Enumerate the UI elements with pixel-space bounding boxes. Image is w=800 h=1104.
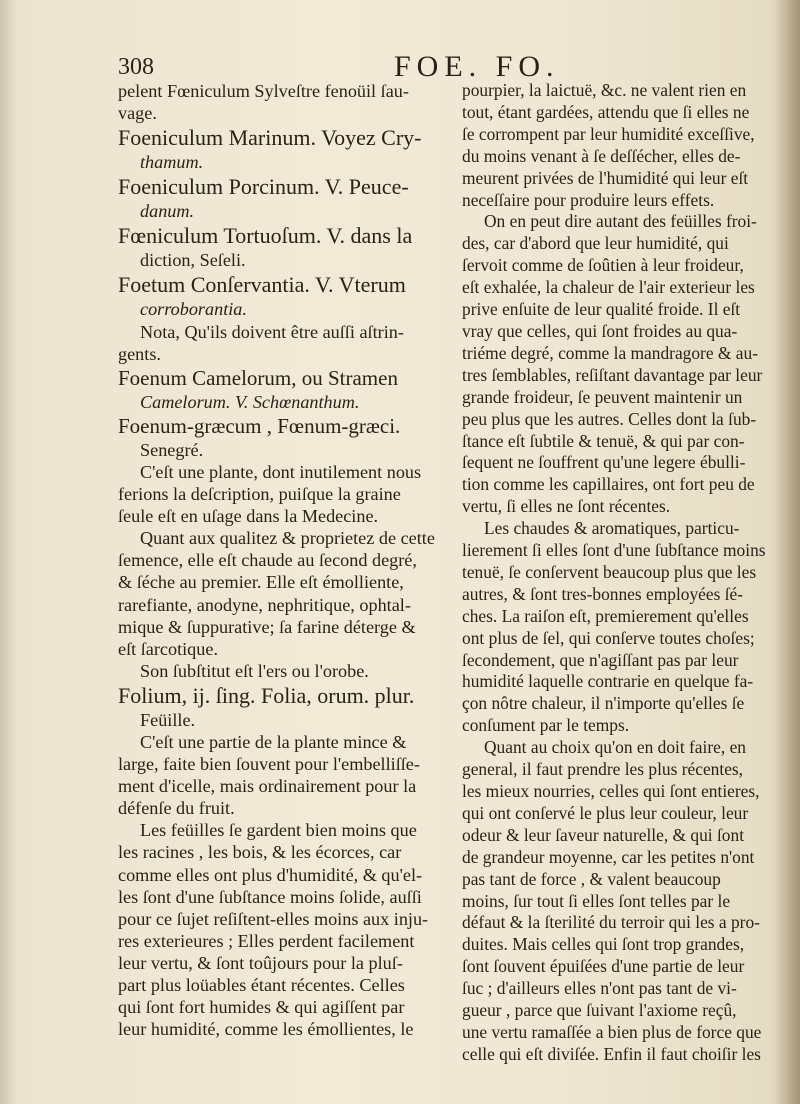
text-line: eſt ſarcotique. xyxy=(118,638,218,659)
text-line: ferions la deſcription, puiſque la graine xyxy=(118,484,401,505)
text-line: peu plus que les autres. Celles dont la ſub- xyxy=(462,408,757,429)
text-line: Senegré. xyxy=(140,439,204,460)
text-line: gueur , parce que ſuivant l'axiome reçû, xyxy=(462,1000,737,1021)
text-line: ſecondement, que n'agiſſant pas par leur xyxy=(462,649,739,670)
text-line: ſemence, elle eſt chaude au ſecond degré, xyxy=(118,550,417,571)
text-line: Son ſubſtitut eſt l'ers ou l'orobe. xyxy=(140,660,369,681)
text-line: les racines , les bois, & les écorces, car xyxy=(118,842,402,863)
text-line: gents. xyxy=(118,343,161,364)
text-line: danum. xyxy=(140,201,195,222)
text-line: ſequent ne ſouffrent qu'une legere ébulli- xyxy=(462,452,746,473)
text-line: vage. xyxy=(118,103,157,124)
text-line: des, car d'abord que leur humidité, qui xyxy=(462,233,729,254)
text-line: ſont ſouvent épuiſées d'une partie de leur xyxy=(462,956,745,977)
text-line: vray que celles, qui ſont froides au qua- xyxy=(462,320,738,341)
text-line: Foeniculum Porcinum. V. Peuce- xyxy=(118,174,409,200)
text-line: qui ſont fort humides & qui agiſſent par xyxy=(118,997,405,1018)
running-head: FOE. FO. xyxy=(394,50,560,83)
text-line: On en peut dire autant des feüilles froi- xyxy=(484,211,757,232)
text-line: tout, étant gardées, attendu que ſi elles ne xyxy=(462,101,750,122)
text-line: Feüille. xyxy=(140,709,196,730)
text-line: ches. La raiſon eſt, premierement qu'elles xyxy=(462,605,749,626)
text-line: Camelorum. V. Schœnanthum. xyxy=(140,391,360,412)
text-line: autres, & ſont tres-bonnes employées ſé- xyxy=(462,583,744,604)
text-line: part plus loüables étant récentes. Celles xyxy=(118,975,405,995)
text-line: Fœniculum Tortuoſum. V. dans la xyxy=(118,223,413,249)
text-line: ment d'icelle, mais ordinairement pour la xyxy=(118,776,417,797)
text-line: res exterieures ; Elles perdent facilement xyxy=(118,930,415,951)
right-column xyxy=(462,80,772,1066)
text-line: tres ſemblables, reſiſtant davantage par leur xyxy=(462,364,763,385)
text-line: large, faite bien ſouvent pour l'embelliſſe- xyxy=(118,754,420,775)
text-line: C'eſt une partie de la plante mince & xyxy=(140,731,407,752)
text-line: neceſſaire pour produire leurs effets. xyxy=(462,189,715,210)
text-line: une vertu ramaſſée a bien plus de force que xyxy=(462,1021,762,1042)
text-line: Quant aux qualitez & proprietez de cette xyxy=(140,528,435,549)
text-line: lierement ſi elles ſont d'une ſubſtance moins xyxy=(462,540,766,561)
page-header xyxy=(118,52,758,82)
text-line: C'eſt une plante, dont inutilement nous xyxy=(140,461,422,482)
text-line: défaut & la ſterilité du terroir qui les a pro- xyxy=(462,912,760,933)
text-line: Foenum-græcum , Fœnum-græci. xyxy=(118,413,401,438)
text-line: Les feüilles ſe gardent bien moins que xyxy=(140,820,417,841)
text-line: odeur & leur ſaveur naturelle, & qui ſont xyxy=(462,824,745,845)
text-line: leur vertu, & ſont toûjours pour la pluſ- xyxy=(118,952,403,973)
text-line: ſervoit comme de ſoûtien à leur froideur, xyxy=(462,255,744,276)
text-line: les ſont d'une ſubſtance moins ſolide, auſſi xyxy=(118,886,422,907)
text-line: humidité laquelle contrarie en quelque fa- xyxy=(462,671,754,692)
text-line: ſeule eſt en uſage dans la Medecine. xyxy=(118,506,379,527)
text-line: moins, ſur tout ſi elles ſont telles par le xyxy=(462,890,731,911)
text-line: ont plus de ſel, qui conſerve toutes choſes; xyxy=(462,627,755,648)
text-line: Quant au choix qu'on en doit faire, en xyxy=(484,737,746,758)
text-line: pelent Fœniculum Sylveſtre fenoüil ſau- xyxy=(118,81,409,101)
text-line: tion comme les capillaires, ont fort peu de xyxy=(462,474,755,495)
text-line: pourpier, la laictuë, &c. ne valent rien en xyxy=(462,80,747,100)
text-line: du moins venant à ſe deſſécher, elles de- xyxy=(462,145,741,166)
text-line: & ſéche au premier. Elle eſt émolliente, xyxy=(118,572,404,593)
text-line: celle qui eſt diviſée. Enfin il faut choiſir les xyxy=(462,1043,761,1064)
text-line: eſt exhalée, la chaleur de l'air exterieur les xyxy=(462,277,755,298)
text-line: de grandeur moyenne, car les petites n'ont xyxy=(462,846,755,867)
text-line: leur humidité, comme les émollientes, le xyxy=(118,1019,414,1040)
text-line: triéme degré, comme la mandragore & au- xyxy=(462,342,758,363)
text-line: Folium, ij. ſing. Folia, orum. plur. xyxy=(118,682,415,708)
page-number: 308 xyxy=(118,54,154,80)
left-column xyxy=(118,80,448,1040)
text-line: vertu, ſi elles ne ſont récentes. xyxy=(462,496,671,517)
text-line: diction, Seſeli. xyxy=(140,250,246,271)
text-line: grande froideur, ſe peuvent maintenir un xyxy=(462,386,743,407)
text-line: mique & ſuppurative; ſa farine déterge & xyxy=(118,616,416,637)
text-line: prive enſuite de leur qualité froide. Il eſt xyxy=(462,299,741,320)
text-line: conſument par le temps. xyxy=(462,715,630,736)
gutter-shadow xyxy=(0,0,18,1104)
text-line: duites. Mais celles qui ſont trop grandes, xyxy=(462,934,745,955)
text-line: corroborantia. xyxy=(140,299,247,320)
text-line: défenſe du fruit. xyxy=(118,798,235,819)
page-edge-shadow xyxy=(774,0,800,1104)
text-line: pour ce ſujet reſiſtent-elles moins aux inju- xyxy=(118,908,429,929)
text-line: Nota, Qu'ils doivent être auſſi aſtrin- xyxy=(140,321,404,342)
text-line: meurent privées de l'humidité qui leur eſt xyxy=(462,167,749,188)
text-line: Foeniculum Marinum. Voyez Cry- xyxy=(118,125,422,151)
text-line: ſtance eſt ſubtile & tenuë, & qui par con- xyxy=(462,430,745,451)
text-line: rarefiante, anodyne, nephritique, ophtal- xyxy=(118,594,411,615)
text-line: ſe corrompent par leur humidité exceſſive, xyxy=(462,123,755,144)
text-line: qui ont conſervé le plus leur couleur, leur xyxy=(462,802,749,823)
text-line: tenuë, ſe conſervent beaucoup plus que les xyxy=(462,561,757,582)
text-line: les mieux nourries, celles qui ſont entieres, xyxy=(462,781,760,801)
text-line: Foenum Camelorum, ou Stramen xyxy=(118,365,398,390)
text-line: Foetum Conſervantia. V. Vterum xyxy=(118,272,406,298)
text-line: general, il faut prendre les plus récentes, xyxy=(462,759,744,780)
text-line: comme elles ont plus d'humidité, & qu'el- xyxy=(118,864,423,885)
text-line: çon nôtre chaleur, il n'importe qu'elles ſe xyxy=(462,693,745,714)
text-line: Les chaudes & aromatiques, particu- xyxy=(484,518,740,539)
text-line: thamum. xyxy=(140,152,204,173)
text-line: ſuc ; d'ailleurs elles n'ont pas tant de vi- xyxy=(462,978,737,999)
text-line: pas tant de force , & valent beaucoup xyxy=(462,868,721,889)
